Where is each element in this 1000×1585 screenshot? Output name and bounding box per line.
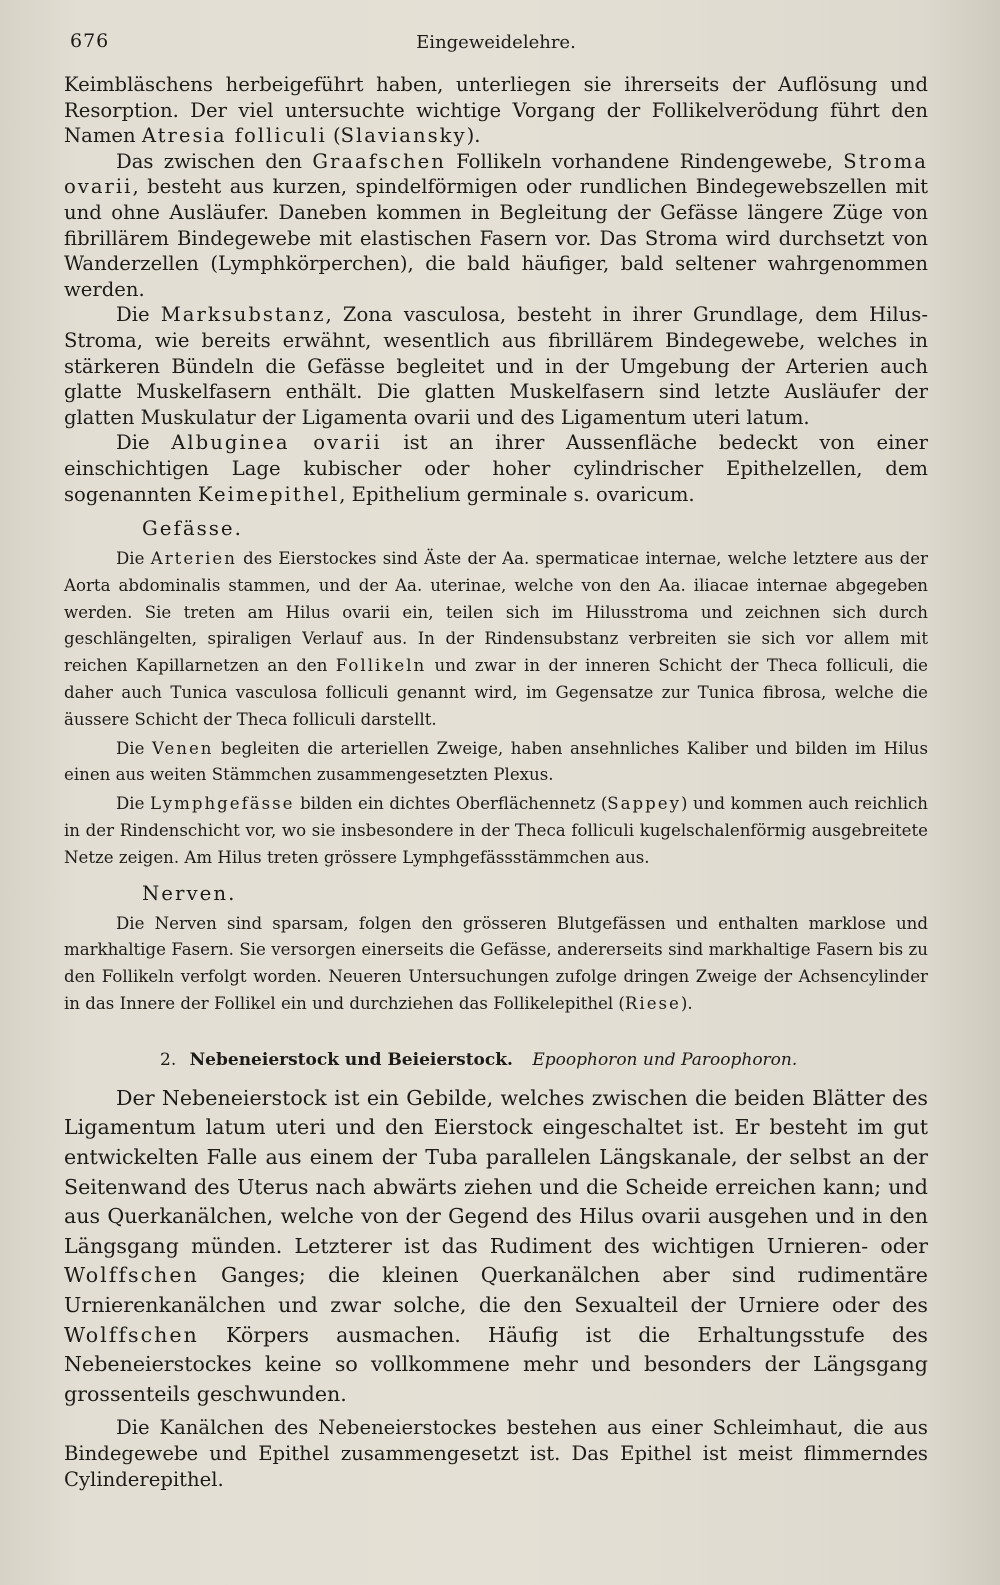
page-number: 676 bbox=[70, 30, 110, 52]
paragraph-venen: Die Venen begleiten die arteriellen Zweige, haben ansehnliches Kaliber und bilden im Hilus einen aus weiten Stämmchen zusammengesetzten Plexus. bbox=[64, 738, 928, 785]
subheading-gefaesse: Gefässe. bbox=[142, 517, 243, 541]
paragraph-arterien: Die Arterien des Eierstockes sind Äste der Aa. spermaticae internae, welche letztere aus der Aorta abdominalis stammen, und der Aa. uterinae, welche von den Aa. iliacae internae abgegeben werden. Sie treten am Hilus ovarii ein, teilen sich im Hilusstroma und zeichnen sich durch geschlängelten, spiraligen Verlauf aus. In der Rindensubstanz verbreiten sie sich vor allem mit reichen Kapillarnetzen an den Follikeln und zwar in der inneren Schicht der Theca folliculi, die daher auch Tunica vasculosa folliculi genannt wird, im Gegensatze zur Tunica fibrosa, welche die äussere Schicht der Theca folliculi darstellt. bbox=[64, 549, 928, 729]
paragraph-albuginea: Die Albuginea ovarii ist an ihrer Aussenfläche bedeckt von einer einschichtigen Lage kubischer oder hoher cylindrischer Epithelzellen, dem sogenannten Keimepithel, Epithelium germinale s. ovaricum. bbox=[64, 431, 928, 506]
paragraph-nerven: Die Nerven sind sparsam, folgen den grösseren Blutgefässen und enthalten marklose und markhaltige Fasern. Sie versorgen einerseits die Gefässe, andererseits sind markhaltige Fasern bis zu den Follikeln verfolgt worden. Neueren Untersuchungen zufolge dringen Zweige der Achsencylinder in das Innere der Follikel ein und durchziehen das Follikelepithel (Riese). bbox=[64, 913, 928, 1014]
subheading-nerven: Nerven. bbox=[142, 881, 237, 905]
paragraph-nebeneierstock: Der Nebeneierstock ist ein Gebilde, welches zwischen die beiden Blätter des Ligamentum latum uteri und den Eierstock eingeschaltet ist. Er besteht im gut entwickelten Falle aus einem der Tuba parallelen Längskanale, der selbst an der Seitenwand des Uterus nach abwärts ziehen und die Scheide erreichen kann; und aus Querkanälchen, welche von der Gegend des Hilus ovarii ausgehen und in den Längsgang münden. Letzterer ist das Rudiment des wichtigen Urnieren- oder Wolffschen Ganges; die kleinen Querkanälchen aber sind rudimentäre Urnierenkanälchen und zwar solche, die den Sexualteil der Urniere oder des Wolffschen Körpers ausmachen. Häufig ist die Erhaltungsstufe des Nebeneierstockes keine so vollkommene mehr und besonders der Längsgang grossenteils geschwunden. bbox=[64, 1085, 928, 1406]
section-title: Nebeneierstock und Beieierstock. bbox=[189, 1049, 513, 1070]
paragraph-stroma: Das zwischen den Graafschen Follikeln vorhandene Rindengewebe, Stroma ovarii, besteht aus kurzen, spindelförmigen oder rundlichen Bindegewebszellen mit und ohne Ausläufer. Daneben kommen in Begleitung der Gefässe längere Züge von fibrillärem Bindegewebe mit elastischen Fasern vor. Das Stroma wird durchsetzt von Wanderzellen (Lymphkörperchen), die bald häufiger, bald seltener wahrgenommen werden. bbox=[64, 149, 928, 301]
section-heading bbox=[160, 1050, 928, 1070]
paragraph-atresia: Keimbläschens herbeigeführt haben, unterliegen sie ihrerseits der Auflösung und Resorption. Der viel untersuchte wichtige Vorgang der Follikelverödung führt den Namen Atresia folliculi (Slaviansky). bbox=[64, 73, 928, 148]
running-head bbox=[64, 30, 928, 70]
section-number: 2. bbox=[160, 1049, 177, 1070]
paragraph-lymphgefaesse: Die Lymphgefässe bilden ein dichtes Oberflächennetz (Sappey) und kommen auch reichlich in der Rindenschicht vor, wo sie insbesondere in der Theca folliculi kugelschalenförmig ausgebreitete Netze zeigen. Am Hilus treten grössere Lymphgefässstämmchen aus. bbox=[64, 794, 928, 867]
paragraph-marksubstanz: Die Marksubstanz, Zona vasculosa, besteht in ihrer Grundlage, dem Hilus-Stroma, wie bereits erwähnt, wesentlich aus fibrillärem Bindegewebe, welches in stärkeren Bündeln die Gefässe begleitet und in der Umgebung der Arterien auch glatte Muskelfasern enthält. Die glatten Muskelfasern sind letzte Ausläufer der glatten Muskulatur der Ligamenta ovarii und des Ligamentum uteri latum. bbox=[64, 303, 928, 429]
paragraph-kanaelchen: Die Kanälchen des Nebeneierstockes bestehen aus einer Schleimhaut, die aus Bindegewebe und Epithel zusammengesetzt ist. Das Epithel ist meist flimmerndes Cylinderepithel. bbox=[64, 1416, 928, 1491]
section-latin-title: Epoophoron und Paroophoron. bbox=[532, 1049, 798, 1070]
running-title: Eingeweidelehre. bbox=[416, 32, 576, 53]
